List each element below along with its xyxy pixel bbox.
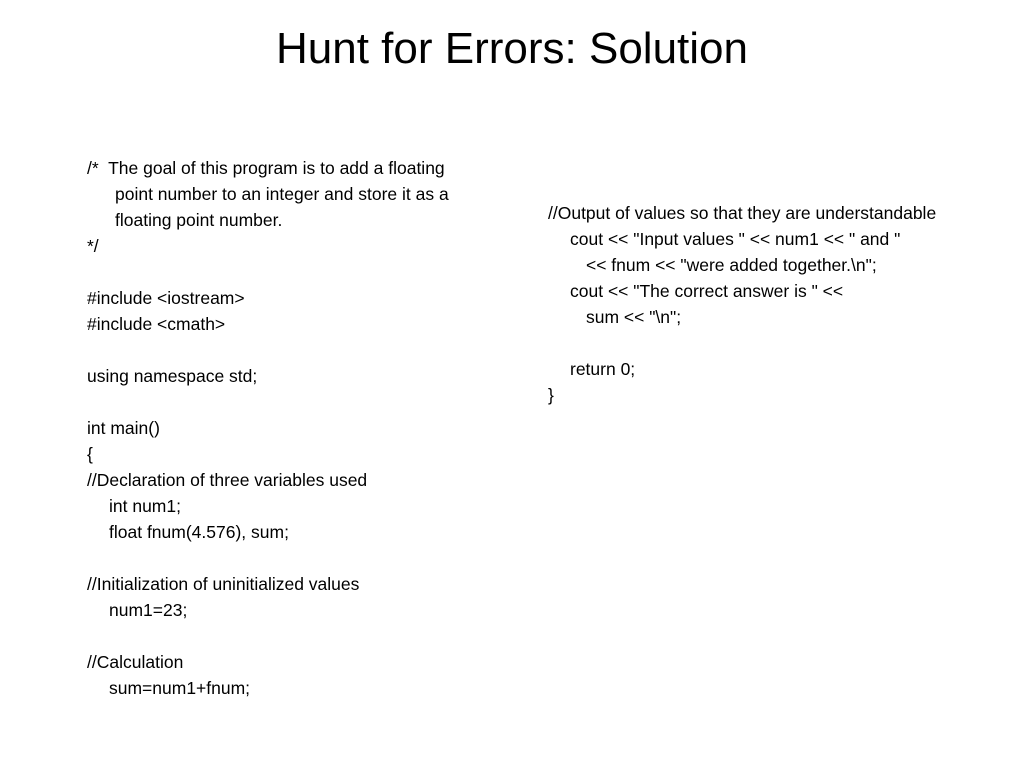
code-line: cout << "The correct answer is " << <box>570 281 844 301</box>
code-line <box>87 340 467 361</box>
code-line: sum=num1+fnum; <box>109 678 251 698</box>
code-line: #include <cmath> <box>87 314 226 334</box>
code-line: floating point number. <box>115 210 283 230</box>
code-line: /* The goal of this program is to add a floating <box>87 158 445 178</box>
code-line: << fnum << "were added together.\n"; <box>586 255 877 275</box>
code-line: int num1; <box>109 496 181 516</box>
code-line: int main() <box>87 418 160 438</box>
code-line: */ <box>87 236 99 256</box>
code-line <box>87 548 467 569</box>
code-line: sum << "\n"; <box>586 307 682 327</box>
code-line: cout << "Input values " << num1 << " and " <box>570 229 901 249</box>
code-line: } <box>548 385 554 405</box>
code-line: using namespace std; <box>87 366 258 386</box>
code-line <box>548 333 968 354</box>
code-line: return 0; <box>570 359 636 379</box>
code-line <box>87 262 467 283</box>
code-line: #include <iostream> <box>87 288 245 308</box>
code-column-right <box>548 203 968 411</box>
code-line: float fnum(4.576), sum; <box>109 522 289 542</box>
code-line: point number to an integer and store it as a <box>115 184 449 204</box>
slide-title: Hunt for Errors: Solution <box>276 24 748 73</box>
code-line: num1=23; <box>109 600 188 620</box>
code-line: { <box>87 444 93 464</box>
code-line <box>87 626 467 647</box>
code-line <box>87 392 467 413</box>
code-line: //Output of values so that they are understandable <box>548 203 937 223</box>
code-column-left <box>87 158 467 704</box>
code-line: //Declaration of three variables used <box>87 470 368 490</box>
code-line: //Calculation <box>87 652 184 672</box>
code-line: //Initialization of uninitialized values <box>87 574 360 594</box>
